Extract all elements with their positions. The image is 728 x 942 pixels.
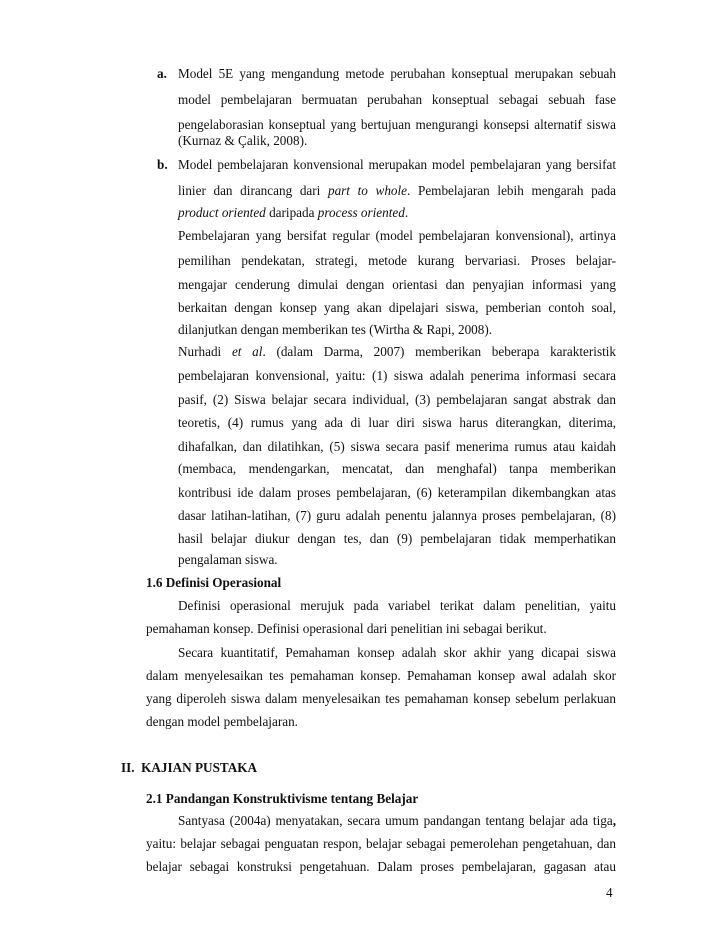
item-b-p3-last: pengalaman siswa. <box>178 552 278 567</box>
item-b-p2-line-3: mengajar cenderung dimulai dengan orientasi dan penyajian informasi yang <box>178 277 616 292</box>
section-2-1-p1-line-3: belajar sebagai konstruksi pengetahuan. Dalam proses pembelajaran, gagasan atau <box>146 859 616 874</box>
item-b-italic-product: product oriented <box>178 205 266 220</box>
item-b-p2-line-2: pemilihan pendekatan, strategi, metode kurang bervariasi. Proses belajar- <box>178 253 616 268</box>
item-b-p3-line-1 <box>178 344 616 360</box>
item-b-line-2-text-a: linier dan dirancang dari <box>178 183 328 198</box>
section-2-1-p1-line-2: yaitu: belajar sebagai penguatan respon, belajar sebagai pemerolehan pengetahuan, dan <box>146 836 616 851</box>
item-b-p3-line-2: pembelajaran konvensional, yaitu: (1) siswa adalah penerima informasi secara <box>178 368 616 383</box>
section-2-1-p1-line-1 <box>178 813 616 829</box>
section-1-6-p2-line-1: Secara kuantitatif, Pemahaman konsep adalah skor akhir yang dicapai siswa <box>178 645 616 660</box>
list-marker-b: b. <box>157 157 168 172</box>
item-b-p3-line-9: hasil belajar diukur dengan tes, dan (9) pembelajaran tidak memperhatikan <box>178 531 616 546</box>
item-b-p3-line-3: pasif, (2) Siswa belajar secara individual, (3) pembelajaran sangat abstrak dan <box>178 392 616 407</box>
section-1-6-p2-last: dengan model pembelajaran. <box>146 714 298 729</box>
section-1-6-p2-line-2: dalam menyelesaikan tes pemahaman konsep. Pemahaman konsep awal adalah skor <box>146 668 616 683</box>
item-a-line-2: model pembelajaran bermuatan perubahan konseptual sebagai sebuah fase <box>178 92 616 107</box>
item-b-line-1: Model pembelajaran konvensional merupakan model pembelajaran yang bersifat <box>178 157 616 172</box>
item-b-p3-line-5: dihafalkan, dan dilatihkan, (5) siswa secara pasif menerima rumus atau kaidah <box>178 439 616 454</box>
section-heading-1-6: 1.6 Definisi Operasional <box>146 575 282 590</box>
section-1-6-p2-line-3: yang diperoleh siswa dalam menyelesaikan tes pemahaman konsep sebelum perlakuan <box>146 691 616 706</box>
page-number: 4 <box>606 885 613 900</box>
item-a-line-3: pengelaborasian konseptual yang bertujuan mengurangi konsepsi alternatif siswa <box>178 117 616 132</box>
item-b-p2-line-1: Pembelajaran yang bersifat regular (model pembelajaran konvensional), artinya <box>178 228 616 243</box>
section-1-6-p1-last: pemahaman konsep. Definisi operasional dari penelitian ini sebagai berikut. <box>146 621 547 636</box>
section-2-1-p1-comma: , <box>612 813 616 828</box>
item-b-line-3-mid: daripada <box>265 205 318 220</box>
item-a-citation: (Kurnaz & Çalik, 2008). <box>178 133 308 148</box>
section-2-1-p1-text: Santyasa (2004a) menyatakan, secara umum pandangan tentang belajar ada tiga <box>178 813 613 828</box>
item-b-line-2-text-b: . Pembelajaran lebih mengarah pada <box>407 183 616 198</box>
item-b-p3-first-rest: . (dalam Darma, 2007) memberikan beberapa karakteristik <box>262 344 617 359</box>
item-b-line-2-italic: part to whole <box>327 183 408 198</box>
item-b-line-2 <box>178 183 616 199</box>
item-b-p2-line-4: berkaitan dengan konsep yang akan dipelajari siswa, pemberian contoh soal, <box>178 300 616 315</box>
item-b-p3-nurhadi: Nurhadi <box>178 344 232 359</box>
section-heading-2-1: 2.1 Pandangan Konstruktivisme tentang Belajar <box>146 791 419 806</box>
chapter-heading: II. KAJIAN PUSTAKA <box>121 760 258 775</box>
item-b-italic-process: process oriented <box>317 205 405 220</box>
item-b-p2-last: dilanjutkan dengan memberikan tes (Wirtha & Rapi, 2008). <box>178 322 493 337</box>
list-marker-a: a. <box>157 66 167 81</box>
item-b-line-3-end: . <box>404 205 409 220</box>
item-b-p3-line-7: kontribusi ide dalam proses pembelajaran, (6) keterampilan dikembangkan atas <box>178 485 616 500</box>
item-a-line-1: Model 5E yang mengandung metode perubahan konseptual merupakan sebuah <box>178 66 616 81</box>
item-b-p3-line-8: dasar latihan-latihan, (7) guru adalah penentu jalannya proses pembelajaran, (8) <box>178 508 616 523</box>
item-b-p3-line-6: (membaca, mendengarkan, mencatat, dan menghafal) tanpa memberikan <box>178 461 616 476</box>
item-b-p3-line-4: teoretis, (4) rumus yang ada di luar diri siswa harus diterangkan, diterima, <box>178 415 616 430</box>
item-b-p3-et-al: et al <box>231 344 263 359</box>
section-1-6-p1-line-1: Definisi operasional merujuk pada variabel terikat dalam penelitian, yaitu <box>178 598 616 613</box>
item-b-line-3 <box>178 205 408 221</box>
